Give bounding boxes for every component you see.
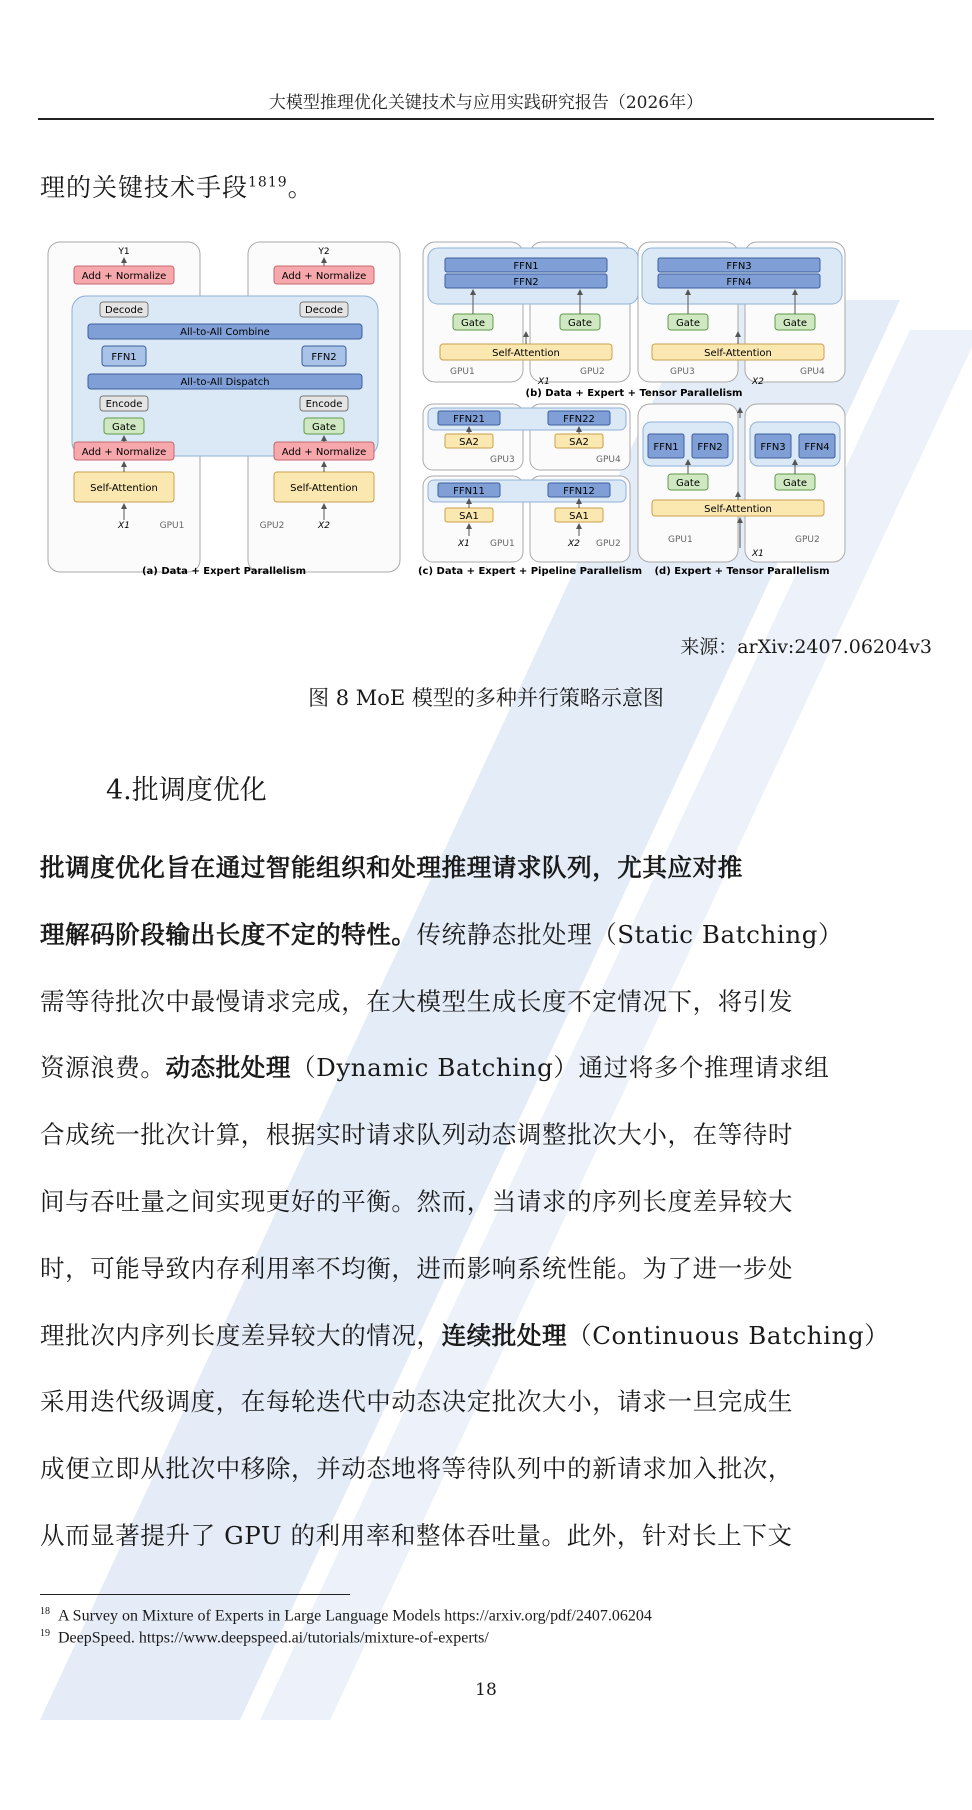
footnote-18 [40,1606,652,1625]
b-gate-1: Gate [461,318,485,329]
b-sa-2: Self-Attention [704,348,772,359]
a-gpu2: GPU2 [259,521,285,531]
panel-b [423,242,845,399]
b-x2: X2 [752,377,764,387]
d-x1: X1 [752,549,764,559]
b-ffn2: FFN2 [513,277,539,288]
page-number: 18 [475,1680,497,1700]
body-line-2 [40,902,933,969]
b-sa-1: Self-Attention [492,348,560,359]
a-sa-1: Self-Attention [90,483,158,494]
label-x1: X1 [118,521,130,531]
a-encode-2: Encode [305,399,343,410]
body-line-5: 合成统一批次计算，根据实时请求队列动态调整批次大小，在等待时 [40,1120,793,1150]
c-ffn12: FFN12 [563,486,595,497]
intro-end: 。 [287,173,314,202]
footnote-text: A Survey on Mixture of Experts in Large Language Models https://arxiv.org/pdf/2407.06204 [58,1607,652,1625]
label-x2: X2 [318,521,330,531]
b-ffn3: FFN3 [726,261,752,272]
d-ffn4: FFN4 [804,442,830,453]
a-gate-2: Gate [312,422,336,433]
panel-d-title: (d) Expert + Tensor Parallelism [654,566,830,577]
panel-a-title: (a) Data + Expert Parallelism [141,566,307,577]
a-addnorm-top-1: Add + Normalize [81,271,167,282]
footnote-ref: 1819 [248,174,288,191]
bold-term: 连续批处理 [441,1320,568,1350]
d-gate-1: Gate [676,478,700,489]
c-sa1-2: SA1 [569,511,589,522]
bold-phrase: 理解码阶段输出长度不定的特性。 [40,919,417,949]
d-ffn3: FFN3 [760,442,786,453]
panel-b-title: (b) Data + Expert + Tensor Parallelism [525,388,743,399]
body-line-4 [40,1035,933,1102]
c-x1: X1 [458,539,470,549]
c-gpu3: GPU3 [490,455,515,465]
body-line-6: 间与吞吐量之间实现更好的平衡。然而，当请求的序列长度差异较大 [40,1186,793,1216]
a-addnorm-top-2: Add + Normalize [281,271,367,282]
d-ffn1: FFN1 [653,442,679,453]
d-gate-2: Gate [783,478,807,489]
panel-a [48,242,400,577]
footnote-text: DeepSpeed. https://www.deepspeed.ai/tutorials/mixture-of-experts/ [58,1629,489,1647]
c-ffn21: FFN21 [453,414,485,425]
intro-text: 理的关键技术手段 [40,173,249,202]
c-gpu2: GPU2 [596,539,621,549]
b-x1: X1 [538,377,550,387]
text-run: 理批次内序列长度差异较大的情况， [40,1320,442,1350]
moe-parallelism-figure [40,236,932,612]
a-dispatch: All-to-All Dispatch [180,377,270,388]
b-ffn1: FFN1 [513,261,539,272]
body-line-3: 需等待批次中最慢请求完成，在大模型生成长度不定情况下，将引发 [40,986,793,1016]
a-gate-1: Gate [112,422,136,433]
text-run: （Dynamic Batching）通过将多个推理请求组 [291,1053,830,1083]
panel-c-title: (c) Data + Expert + Pipeline Parallelism [417,566,643,577]
d-gpu2: GPU2 [795,535,820,545]
body-line-1: 批调度优化旨在通过智能组织和处理推理请求队列，尤其应对推 [40,853,743,882]
b-gpu3: GPU3 [670,367,695,377]
panel-c [418,404,642,577]
footnote-19 [40,1628,489,1647]
body-paragraph [40,835,933,1570]
c-gpu1: GPU1 [490,539,515,549]
body-line-11: 从而显著提升了 GPU 的利用率和整体吞吐量。此外，针对长上下文 [40,1520,793,1550]
c-sa2-2: SA2 [569,437,589,448]
a-ffn1: FFN1 [111,352,137,363]
d-gpu1: GPU1 [668,535,693,545]
body-line-7: 时，可能导致内存利用率不均衡，进而影响系统性能。为了进一步处 [40,1253,793,1283]
body-line-10: 成便立即从批次中移除，并动态地将等待队列中的新请求加入批次， [40,1454,793,1484]
panel-d [638,404,845,577]
figure-caption: 图 8 MoE 模型的多种并行策略示意图 [308,686,664,710]
d-ffn2: FFN2 [697,442,723,453]
a-ffn2: FFN2 [311,352,337,363]
c-ffn11: FFN11 [453,486,485,497]
a-addnorm-bot-1: Add + Normalize [81,447,167,458]
b-gate-4: Gate [783,318,807,329]
a-combine: All-to-All Combine [180,327,270,338]
body-line-9: 采用迭代级调度，在每轮迭代中动态决定批次大小，请求一旦完成生 [40,1387,793,1417]
c-ffn22: FFN22 [563,414,595,425]
a-encode-1: Encode [105,399,143,410]
b-gate-3: Gate [676,318,700,329]
a-decode-2: Decode [305,305,343,316]
intro-line [40,168,314,204]
label-y1: Y1 [118,247,130,257]
b-ffn4: FFN4 [726,277,752,288]
c-x2: X2 [568,539,580,549]
body-line-8 [40,1303,933,1370]
a-addnorm-bot-2: Add + Normalize [281,447,367,458]
bold-term: 动态批处理 [165,1053,291,1083]
page-header: 大模型推理优化关键技术与应用实践研究报告（2026年） [268,93,704,113]
c-sa2-1: SA2 [459,437,479,448]
figure-source: 来源：arXiv:2407.06204v3 [680,636,932,658]
b-gate-2: Gate [568,318,592,329]
b-gpu4: GPU4 [800,367,825,377]
a-gpu1: GPU1 [159,521,185,531]
footnote-number: 18 [40,1606,50,1617]
text-run: 资源浪费。 [40,1053,166,1083]
section-heading: 4.批调度优化 [106,775,267,806]
text-run: （Continuous Batching） [567,1320,890,1350]
text-run: 传统静态批处理（Static Batching） [416,919,844,949]
header-divider [38,118,934,120]
a-decode-1: Decode [105,305,143,316]
c-gpu4: GPU4 [596,455,621,465]
b-gpu1: GPU1 [450,367,475,377]
b-gpu2: GPU2 [580,367,605,377]
d-sa: Self-Attention [704,504,772,515]
footnote-number: 19 [40,1628,50,1639]
c-sa1-1: SA1 [459,511,479,522]
footnote-divider [40,1594,350,1595]
a-sa-2: Self-Attention [290,483,358,494]
label-y2: Y2 [318,247,330,257]
